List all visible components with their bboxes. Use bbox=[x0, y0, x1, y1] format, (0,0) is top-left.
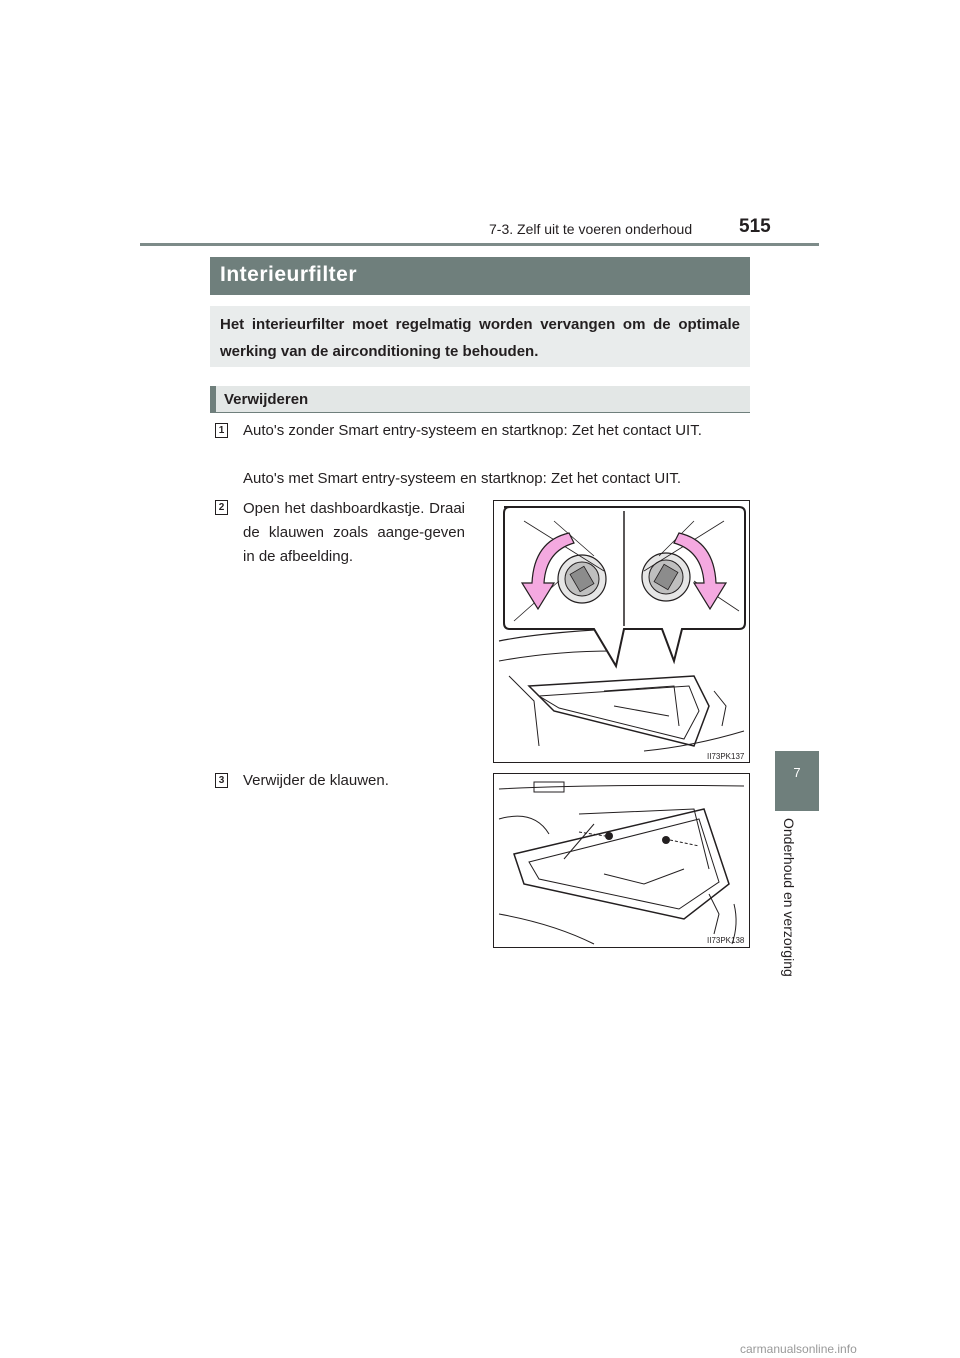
claw-left-icon bbox=[605, 832, 613, 840]
step-1-text: Auto's zonder Smart entry-systeem en startknop: Zet het contact UIT. bbox=[243, 422, 702, 439]
step-1-text-alt: Auto's met Smart entry-systeem en startknop: Zet het contact UIT. bbox=[243, 470, 682, 487]
step-3-text: Verwijder de klauwen. bbox=[243, 772, 389, 789]
intro-text: Het interieurfilter moet regelmatig worden vervangen om de optimale werking van de airconditioning te behouden. bbox=[210, 306, 750, 367]
header-divider bbox=[140, 243, 819, 246]
chapter-tab: 7 bbox=[775, 751, 819, 811]
watermark: carmanualsonline.info bbox=[740, 1342, 857, 1356]
figure-code: II73PK138 bbox=[707, 936, 745, 945]
glovebox-open-illustration bbox=[494, 774, 750, 948]
page-number: 515 bbox=[739, 216, 771, 237]
step-number-1: 1 bbox=[215, 423, 228, 438]
step-number-3: 3 bbox=[215, 773, 228, 788]
claw-right-icon bbox=[662, 836, 670, 844]
subheading: Verwijderen bbox=[210, 386, 750, 413]
page-title: Interieurfilter bbox=[210, 257, 750, 295]
figure-code: II73PK137 bbox=[707, 752, 745, 761]
step-2-text: Open het dashboardkastje. Draai de klauwen zoals aange-geven in de afbeelding. bbox=[243, 500, 465, 565]
section-title: 7-3. Zelf uit te voeren onderhoud bbox=[489, 221, 693, 237]
glovebox-claws-illustration bbox=[494, 501, 750, 763]
figure-glovebox-claws bbox=[493, 500, 750, 763]
chapter-label: Onderhoud en verzorging bbox=[781, 818, 797, 977]
figure-glovebox-open bbox=[493, 773, 750, 948]
step-number-2: 2 bbox=[215, 500, 228, 515]
